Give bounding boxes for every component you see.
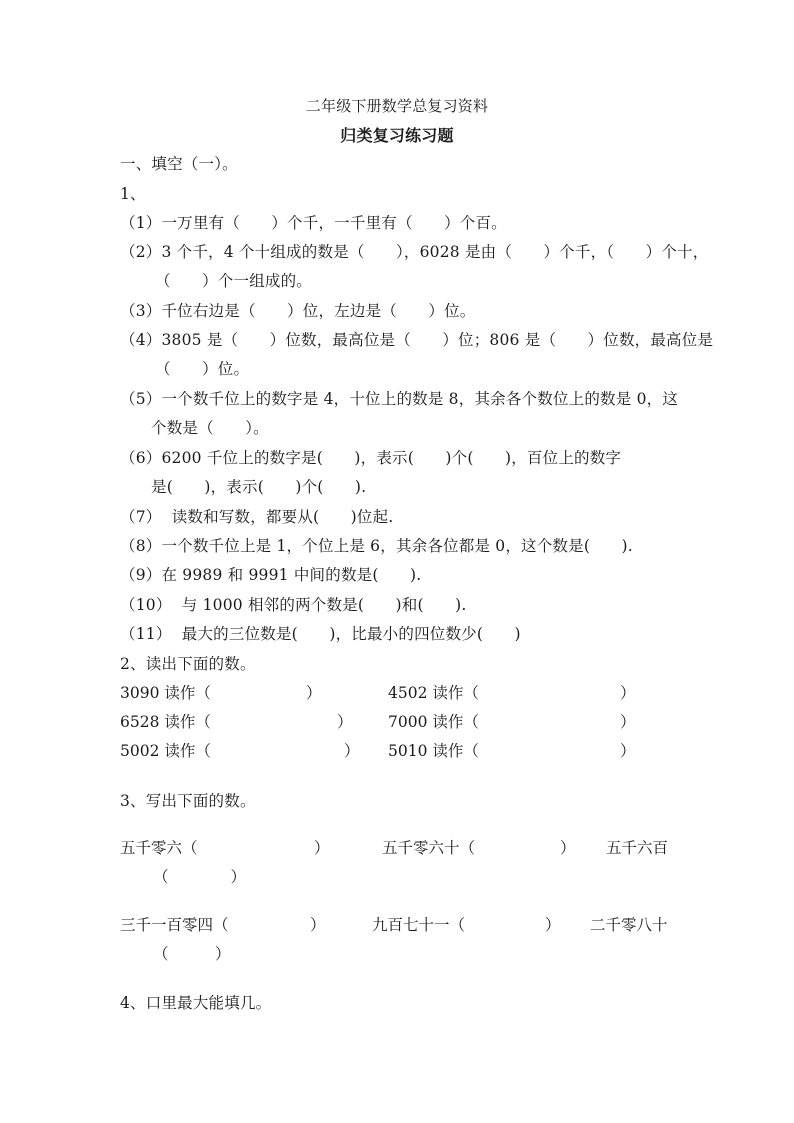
write-item-label: 三千一百零四（ xyxy=(120,916,229,934)
section1-number: 1、 xyxy=(120,185,146,203)
section2-heading: 2、读出下面的数。 xyxy=(120,655,256,673)
write-item-close: ） xyxy=(310,916,326,934)
write-item-close: ） xyxy=(560,839,576,857)
question-item: （9）在 9989 和 9991 中间的数是( ). xyxy=(120,566,422,584)
document-subtitle: 归类复习练习题 xyxy=(340,126,454,145)
read-item-close: ） xyxy=(620,684,636,702)
read-item-label: 5002 读作（ xyxy=(120,742,211,760)
question-item: （4）3805 是（ ）位数，最高位是（ ）位；806 是（ ）位数，最高位是 xyxy=(120,331,714,349)
write-item-continued: （ ） xyxy=(153,945,231,963)
write-item-close: ） xyxy=(314,839,330,857)
document-title: 二年级下册数学总复习资料 xyxy=(305,97,489,115)
write-item-label: 五千六百 xyxy=(606,839,669,857)
read-item-label: 7000 读作（ xyxy=(388,713,479,731)
question-item: （1）一万里有（ ）个千，一千里有（ ）个百。 xyxy=(120,214,507,232)
write-item-label: 五千零六十（ xyxy=(382,839,476,857)
question-item-continued: （ ）位。 xyxy=(155,360,250,378)
question-item: （2）3 个千，4 个十组成的数是（ ），6028 是由（ ）个千，（ ）个十， xyxy=(120,243,709,261)
question-item-continued: 个数是（ ）。 xyxy=(151,419,269,437)
read-item-label: 6528 读作（ xyxy=(120,713,211,731)
read-item-close: ） xyxy=(344,742,360,760)
question-item-continued: （ ）个一组成的。 xyxy=(155,272,313,290)
read-item-close: ） xyxy=(620,713,636,731)
read-item-close: ） xyxy=(306,684,322,702)
write-item-close: ） xyxy=(545,916,561,934)
question-item: （7） 读数和写数，都要从( )位起. xyxy=(120,508,394,526)
read-item-label: 5010 读作（ xyxy=(388,742,479,760)
question-item-continued: 是( )，表示( )个( ). xyxy=(151,478,367,496)
question-item: （6）6200 千位上的数字是( )，表示( )个( )，百位上的数字 xyxy=(120,449,622,467)
write-item-label: 二千零八十 xyxy=(590,916,668,934)
read-item-label: 4502 读作（ xyxy=(388,684,479,702)
question-item: （3）千位右边是（ ）位，左边是（ ）位。 xyxy=(120,302,476,320)
section3-heading: 3、写出下面的数。 xyxy=(120,792,256,810)
read-item-close: ） xyxy=(337,713,353,731)
write-item-label: 五千零六（ xyxy=(120,839,198,857)
write-item-continued: （ ） xyxy=(153,868,247,886)
section4-heading: 4、口里最大能填几。 xyxy=(120,994,272,1012)
question-item: （8）一个数千位上是 1，个位上是 6，其余各位都是 0，这个数是( ). xyxy=(120,537,633,555)
question-item: （11） 最大的三位数是( )，比最小的四位数少( ) xyxy=(120,625,521,643)
question-item: （10） 与 1000 相邻的两个数是( )和( ). xyxy=(120,596,467,614)
read-item-label: 3090 读作（ xyxy=(120,684,211,702)
question-item: （5）一个数千位上的数字是 4，十位上的数是 8，其余各个数位上的数是 0，这 xyxy=(120,390,679,408)
section1-heading: 一、填空（一）。 xyxy=(120,155,238,173)
read-item-close: ） xyxy=(620,742,636,760)
write-item-label: 九百七十一（ xyxy=(372,916,466,934)
